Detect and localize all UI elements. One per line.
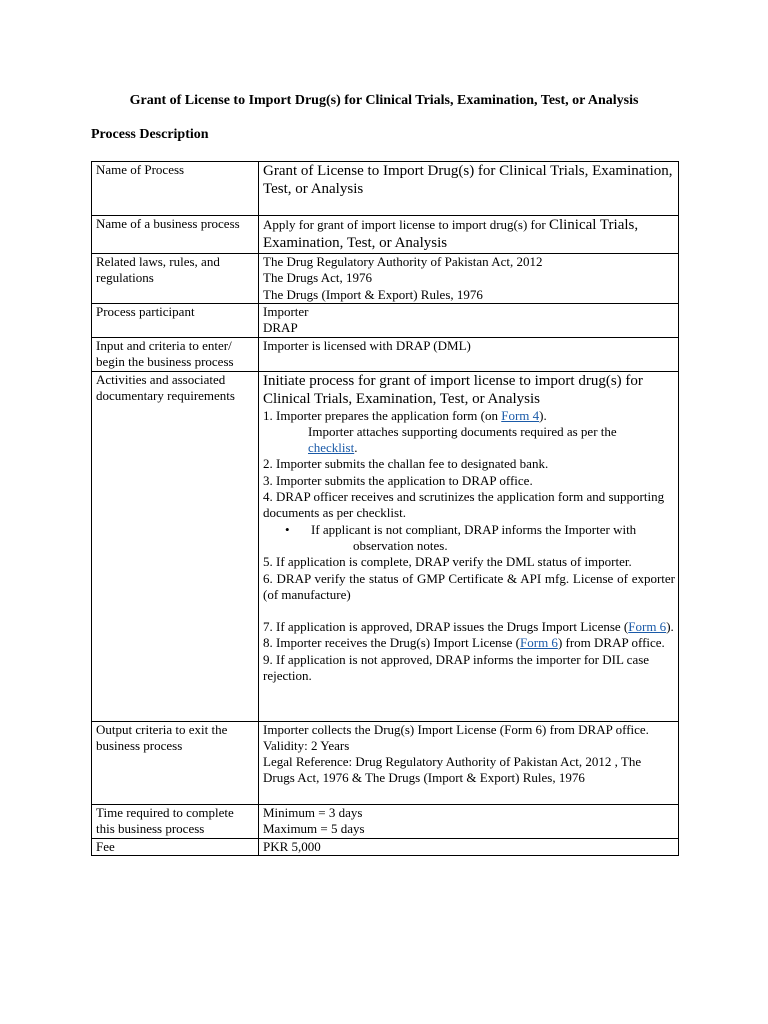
participant-line: DRAP — [263, 320, 298, 336]
step-7: 7. If application is approved, DRAP issues the Drugs Import License (Form 6). — [263, 619, 674, 635]
section-heading: Process Description — [91, 127, 209, 142]
time-min: Minimum = 3 days — [263, 804, 363, 820]
activities-intro: Initiate process for grant of import license to import drug(s) for Clinical Trials, Examination, Test, or Analysis — [263, 372, 643, 407]
row-participant — [92, 304, 679, 338]
output-legal: Legal Reference: Drug Regulatory Authority of Pakistan Act, 2012 , The Drugs Act, 1976 & The Drugs (Import & Export) Rules, 1976 — [263, 754, 642, 786]
label-fee: Fee — [92, 838, 259, 855]
law-line: The Drugs Act, 1976 — [263, 270, 373, 286]
row-name-of-process — [92, 162, 679, 216]
output-validity: Validity: 2 Years — [263, 737, 350, 753]
value-name-of-process: Grant of License to Import Drug(s) for Clinical Trials, Examination, Test, or Analysis — [259, 162, 679, 216]
row-fee — [92, 838, 679, 855]
value-participant — [259, 304, 679, 338]
row-activities — [92, 371, 679, 721]
step-3: 3. Importer submits the application to DRAP office. — [263, 472, 533, 488]
label-output: Output criteria to exit the business process — [92, 721, 259, 804]
label-name-of-process: Name of Process — [92, 162, 259, 216]
form-4-link[interactable]: Form 4 — [501, 407, 540, 423]
form-6-link[interactable]: Form 6 — [628, 619, 667, 635]
step-1: 1. Importer prepares the application form (on Form 4). — [263, 407, 547, 423]
label-business-process: Name of a business process — [92, 216, 259, 254]
law-line: The Drugs (Import & Export) Rules, 1976 — [263, 286, 483, 302]
row-input — [92, 338, 679, 372]
row-laws — [92, 254, 679, 304]
row-business-process — [92, 216, 679, 254]
value-business-process — [259, 216, 679, 254]
form-6-link-2[interactable]: Form 6 — [520, 635, 558, 651]
step-4-bullet-cont: observation notes. — [353, 537, 448, 553]
value-fee: PKR 5,000 — [259, 838, 679, 855]
law-line: The Drug Regulatory Authority of Pakistan Act, 2012 — [263, 254, 543, 269]
value-laws — [259, 254, 679, 304]
label-time: Time required to complete this business process — [92, 804, 259, 838]
step-8: 8. Importer receives the Drug(s) Import License (Form 6) from DRAP office. — [263, 635, 665, 651]
label-activities: Activities and associated documentary requirements — [92, 371, 259, 721]
step-6: 6. DRAP verify the status of GMP Certificate & API mfg. License of exporter (of manufacture) — [263, 570, 675, 602]
step-1-detail: Importer attaches supporting documents required as per the checklist. — [308, 423, 617, 456]
time-max: Maximum = 5 days — [263, 820, 365, 836]
business-process-text: Apply for grant of import license to import drug(s) for — [263, 217, 549, 232]
row-time — [92, 804, 679, 838]
label-participant: Process participant — [92, 304, 259, 338]
label-input: Input and criteria to enter/ begin the business process — [92, 338, 259, 372]
output-collect: Importer collects the Drug(s) Import License (Form 6) from DRAP office. — [263, 721, 649, 737]
step-2: 2. Importer submits the challan fee to designated bank. — [263, 456, 549, 472]
business-process-text-large: Clinical Trials, Examination, Test, or Analysis — [263, 217, 639, 251]
checklist-link[interactable]: checklist — [308, 440, 355, 456]
row-output — [92, 721, 679, 804]
spacer — [263, 603, 675, 619]
value-time — [259, 804, 679, 838]
value-output — [259, 721, 679, 804]
step-4-bullet: • If applicant is not compliant, DRAP informs the Importer with — [263, 522, 675, 538]
participant-line: Importer — [263, 304, 309, 319]
page-title: Grant of License to Import Drug(s) for Clinical Trials, Examination, Test, or Analysis — [129, 93, 639, 108]
step-4: 4. DRAP officer receives and scrutinizes the application form and supporting documents as per checklist. — [263, 489, 665, 521]
step-9: 9. If application is not approved, DRAP informs the importer for DIL case rejection. — [263, 651, 650, 684]
process-table — [91, 161, 679, 856]
value-activities — [259, 371, 679, 721]
value-input: Importer is licensed with DRAP (DML) — [259, 338, 679, 372]
label-laws: Related laws, rules, and regulations — [92, 254, 259, 304]
step-5: 5. If application is complete, DRAP verify the DML status of importer. — [263, 554, 632, 570]
